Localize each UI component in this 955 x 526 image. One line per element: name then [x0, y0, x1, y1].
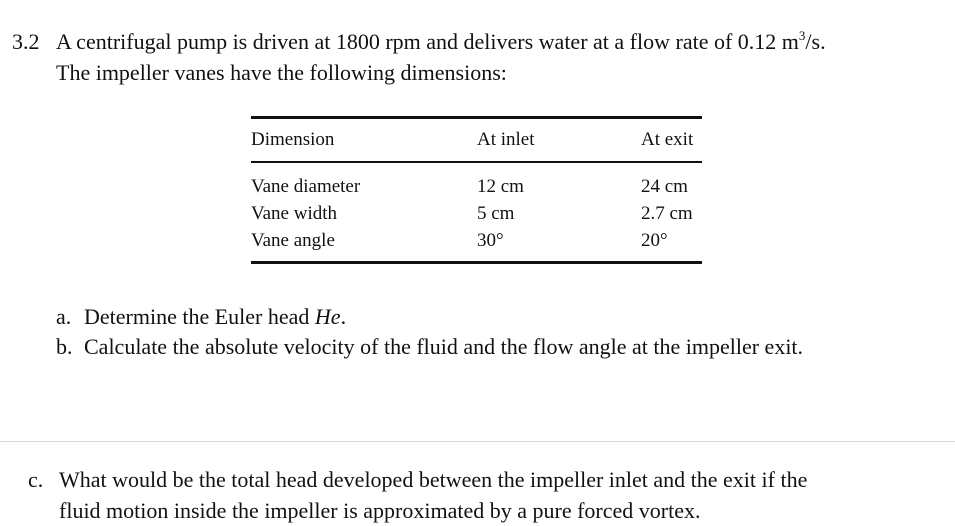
row-dimension: Vane angle — [251, 229, 335, 251]
table-row — [251, 227, 702, 263]
row-inlet: 5 cm — [477, 202, 515, 224]
question-label: a. — [56, 304, 72, 329]
question-text: What would be the total head developed between the impeller inlet and the exit if the — [59, 467, 808, 492]
problem-number: 3.2 — [12, 29, 40, 54]
question-label: b. — [56, 334, 73, 359]
question-list — [56, 302, 803, 362]
question-text: Determine the Euler head — [84, 304, 315, 329]
table-row — [251, 162, 702, 200]
question-a — [56, 302, 803, 332]
row-inlet: 30° — [477, 229, 504, 251]
problem-line-1 — [12, 26, 947, 57]
euler-head-symbol: He — [314, 304, 341, 329]
row-dimension: Vane diameter — [251, 175, 361, 197]
header-exit: At exit — [641, 129, 694, 150]
row-exit: 24 cm — [641, 175, 688, 197]
row-exit: 20° — [641, 229, 668, 251]
unit-tail: /s. — [805, 29, 826, 54]
table-row — [251, 200, 702, 227]
page-divider — [0, 441, 955, 442]
header-dimension: Dimension — [251, 129, 335, 150]
row-exit: 2.7 cm — [641, 202, 693, 224]
question-c — [28, 464, 948, 526]
problem-statement — [12, 26, 947, 88]
question-label: c. — [28, 467, 44, 492]
question-c-line-1 — [28, 464, 948, 495]
dimensions-table — [251, 116, 702, 264]
problem-text: A centrifugal pump is driven at 1800 rpm and delivers water at a flow rate of 0.12 m — [56, 29, 799, 54]
problem-line-2: The impeller vanes have the following dimensions: — [56, 60, 507, 85]
table-header-row — [251, 118, 702, 163]
question-c-line-2: fluid motion inside the impeller is approximated by a pure forced vortex. — [59, 498, 701, 523]
header-inlet: At inlet — [477, 129, 535, 150]
question-punct: . — [340, 304, 347, 329]
unit-exponent: 3 — [798, 28, 806, 43]
question-b — [56, 332, 803, 362]
row-dimension: Vane width — [251, 202, 338, 224]
row-inlet: 12 cm — [477, 175, 524, 197]
question-text: Calculate the absolute velocity of the fluid and the flow angle at the impeller exit. — [84, 334, 804, 359]
